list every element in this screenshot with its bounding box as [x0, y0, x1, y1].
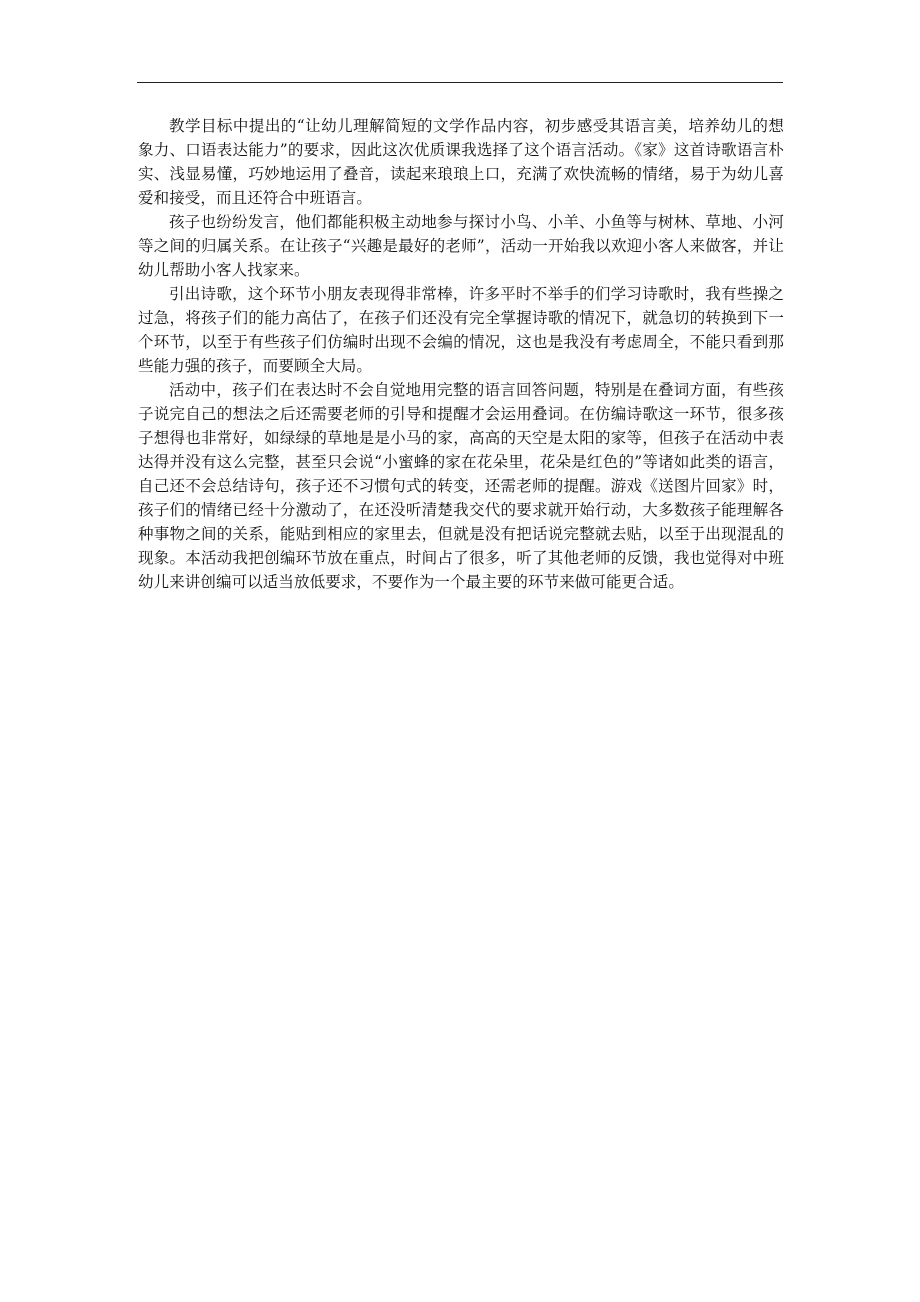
document-body	[138, 114, 784, 594]
paragraph-1: 教学目标中提出的“让幼儿理解简短的文学作品内容，初步感受其语言美，培养幼儿的想象力、口语表达能力”的要求，因此这次优质课我选择了这个语言活动。《家》这首诗歌语言朴实、浅显易懂，巧妙地运用了叠音，读起来琅琅上口，充满了欢快流畅的情绪，易于为幼儿喜爱和接受，而且还符合中班语言。	[138, 117, 784, 207]
paragraph-3: 引出诗歌，这个环节小朋友表现得非常棒，许多平时不举手的们学习诗歌时，我有些操之过急，将孩子们的能力高估了，在孩子们还没有完全掌握诗歌的情况下，就急切的转换到下一个环节，以至于有些孩子们仿编时出现不会编的情况，这也是我没有考虑周全，不能只看到那些能力强的孩子，而要顾全大局。	[138, 285, 784, 375]
paragraph-2: 孩子也纷纷发言，他们都能积极主动地参与探讨小鸟、小羊、小鱼等与树林、草地、小河等之间的归属关系。在让孩子“兴趣是最好的老师”，活动一开始我以欢迎小客人来做客，并让幼儿帮助小客人找家来。	[138, 213, 784, 279]
paragraph-4: 活动中，孩子们在表达时不会自觉地用完整的语言回答问题，特别是在叠词方面，有些孩子说完自己的想法之后还需要老师的引导和提醒才会运用叠词。在仿编诗歌这一环节，很多孩子想得也非常好，如绿绿的草地是是小马的家，高高的天空是太阳的家等，但孩子在活动中表达得并没有这么完整，甚至只会说“小蜜蜂的家在花朵里，花朵是红色的”等诸如此类的语言，自己还不会总结诗句，孩子还不习惯句式的转变，还需老师的提醒。游戏《送图片回家》时，孩子们的情绪已经十分激动了，在还没听清楚我交代的要求就开始行动，大多数孩子能理解各种事物之间的关系，能贴到相应的家里去，但就是没有把话说完整就去贴，以至于出现混乱的现象。本活动我把创编环节放在重点，时间占了很多，听了其他老师的反馈，我也觉得对中班幼儿来讲创编可以适当放低要求，不要作为一个最主要的环节来做可能更合适。	[138, 381, 784, 591]
header-rule	[137, 82, 783, 83]
